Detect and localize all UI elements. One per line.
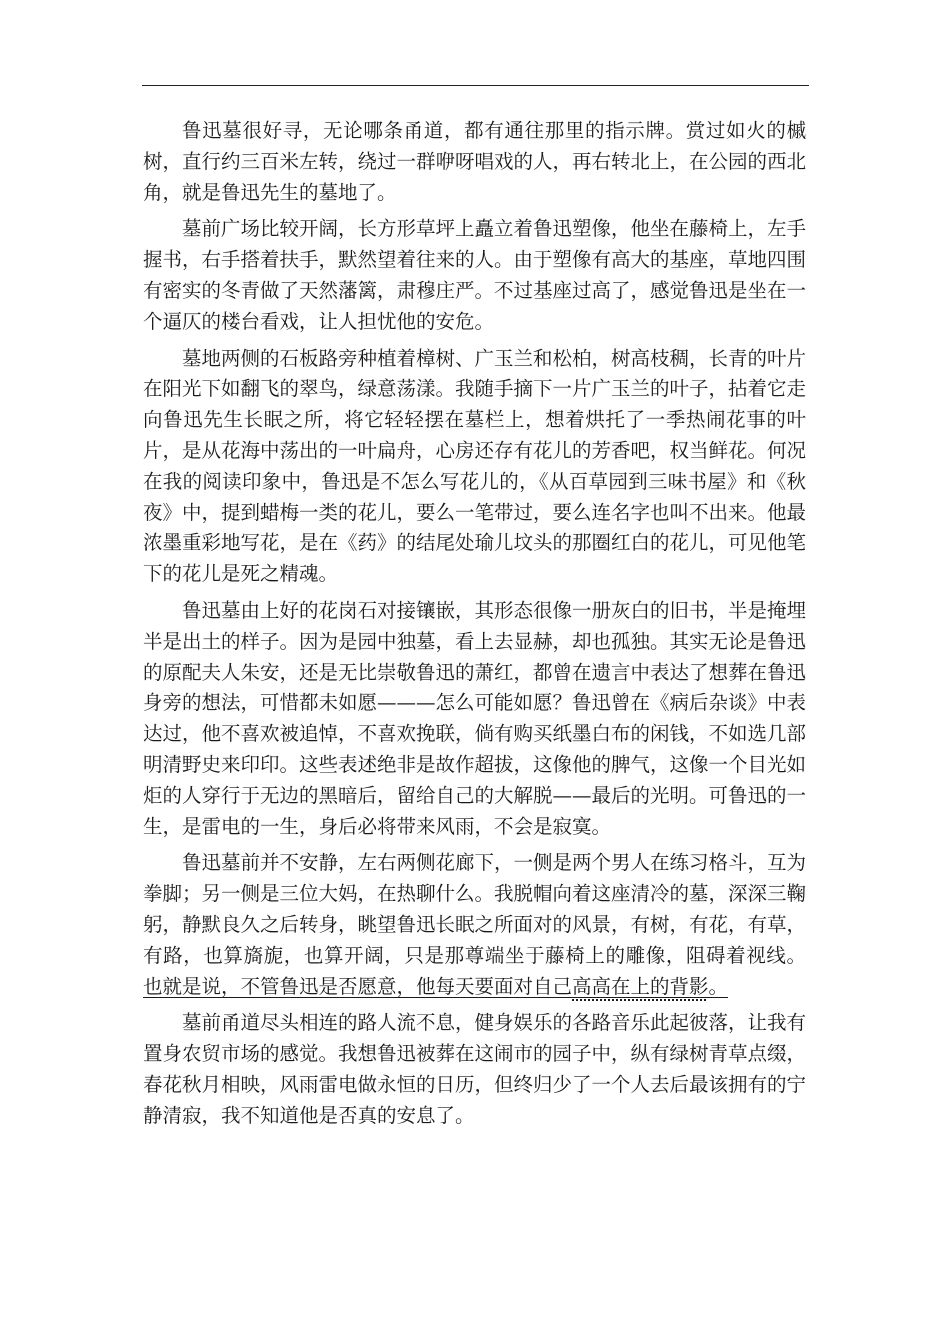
paragraph-6: 墓前甬道尽头相连的路人流不息，健身娱乐的各路音乐此起彼落，让我有置身农贸市场的感觉。我想鲁迅被葬在这闹市的园子中，纵有绿树青草点缀，春花秋月相映，风雨雷电做永恒的日历，但终归少了一个人去后最该拥有的宁静清寂，我不知道他是否真的安息了。 <box>143 1011 807 1127</box>
paragraph-1: 鲁迅墓很好寻，无论哪条甬道，都有通往那里的指示牌。赏过如火的槭树，直行约三百米左转，绕过一群咿呀唱戏的人，再右转北上，在公园的西北角，就是鲁迅先生的墓地了。 <box>143 119 807 204</box>
paragraph-5-text: 鲁迅墓前并不安静，左右两侧花廊下，一侧是两个男人在练习格斗，互为拳脚；另一侧是三位大妈，在热聊什么。我脱帽向着这座清冷的墓，深深三鞠躬，静默良久之后转身，眺望鲁迅长眠之所面对的风景，有树，有花，有草，有路，也算旖旎，也算开阔，只是那尊端坐于藤椅上的雕像，阻碍着视线。 <box>143 851 807 967</box>
underlined-sentence-start: 也就是说，不管鲁迅是否愿意，他每天要面对自己 <box>143 974 573 998</box>
paragraph-2: 墓前广场比较开阔，长方形草坪上矗立着鲁迅塑像，他坐在藤椅上，左手握书，右手搭着扶手，默然望着往来的人。由于塑像有高大的基座，草地四围有密实的冬青做了天然藩篱，肃穆庄严。不过基座过高了，感觉鲁迅是坐在一个逼仄的楼台看戏，让人担忧他的安危。 <box>143 217 807 333</box>
article-body <box>143 116 806 1138</box>
underlined-sentence-end: 。 <box>708 974 729 998</box>
underlined-sentence <box>143 975 728 998</box>
paragraph-3: 墓地两侧的石板路旁种植着樟树、广玉兰和松柏，树高枝稠，长青的叶片在阳光下如翻飞的翠鸟，绿意荡漾。我随手摘下一片广玉兰的叶子，拈着它走向鲁迅先生长眠之所，将它轻轻摆在墓栏上，想着烘托了一季热闹花事的叶片，是从花海中荡出的一叶扁舟，心房还存有花儿的芳香吧，权当鲜花。何况在我的阅读印象中，鲁迅是不怎么写花儿的，《从百草园到三味书屋》和《秋夜》中，提到蜡梅一类的花儿，要么一笔带过，要么连名字也叫不出来。他最浓墨重彩地写花，是在《药》的结尾处瑜儿坟头的那圈红白的花儿，可见他笔下的花儿是死之精魂。 <box>143 346 807 586</box>
dotted-emphasis: 高高在上的背影 <box>572 974 709 998</box>
header-rule <box>142 85 809 86</box>
paragraph-5 <box>143 848 806 1002</box>
paragraph-4: 鲁迅墓由上好的花岗石对接镶嵌，其形态很像一册灰白的旧书，半是掩埋半是出土的样子。因为是园中独墓，看上去显赫，却也孤独。其实无论是鲁迅的原配夫人朱安，还是无比崇敬鲁迅的萧红，都曾在遗言中表达了想葬在鲁迅身旁的想法，可惜都未如愿———怎么可能如愿？鲁迅曾在《病后杂谈》中表达过，他不喜欢被追悼，不喜欢挽联，倘有购买纸墨白布的闲钱，不如选几部明清野史来印印。这些表述绝非是故作超拔，这像他的脾气，这像一个目光如炬的人穿行于无边的黑暗后，留给自己的大解脱——最后的光明。可鲁迅的一生，是雷电的一生，身后必将带来风雨，不会是寂寞。 <box>143 598 807 838</box>
